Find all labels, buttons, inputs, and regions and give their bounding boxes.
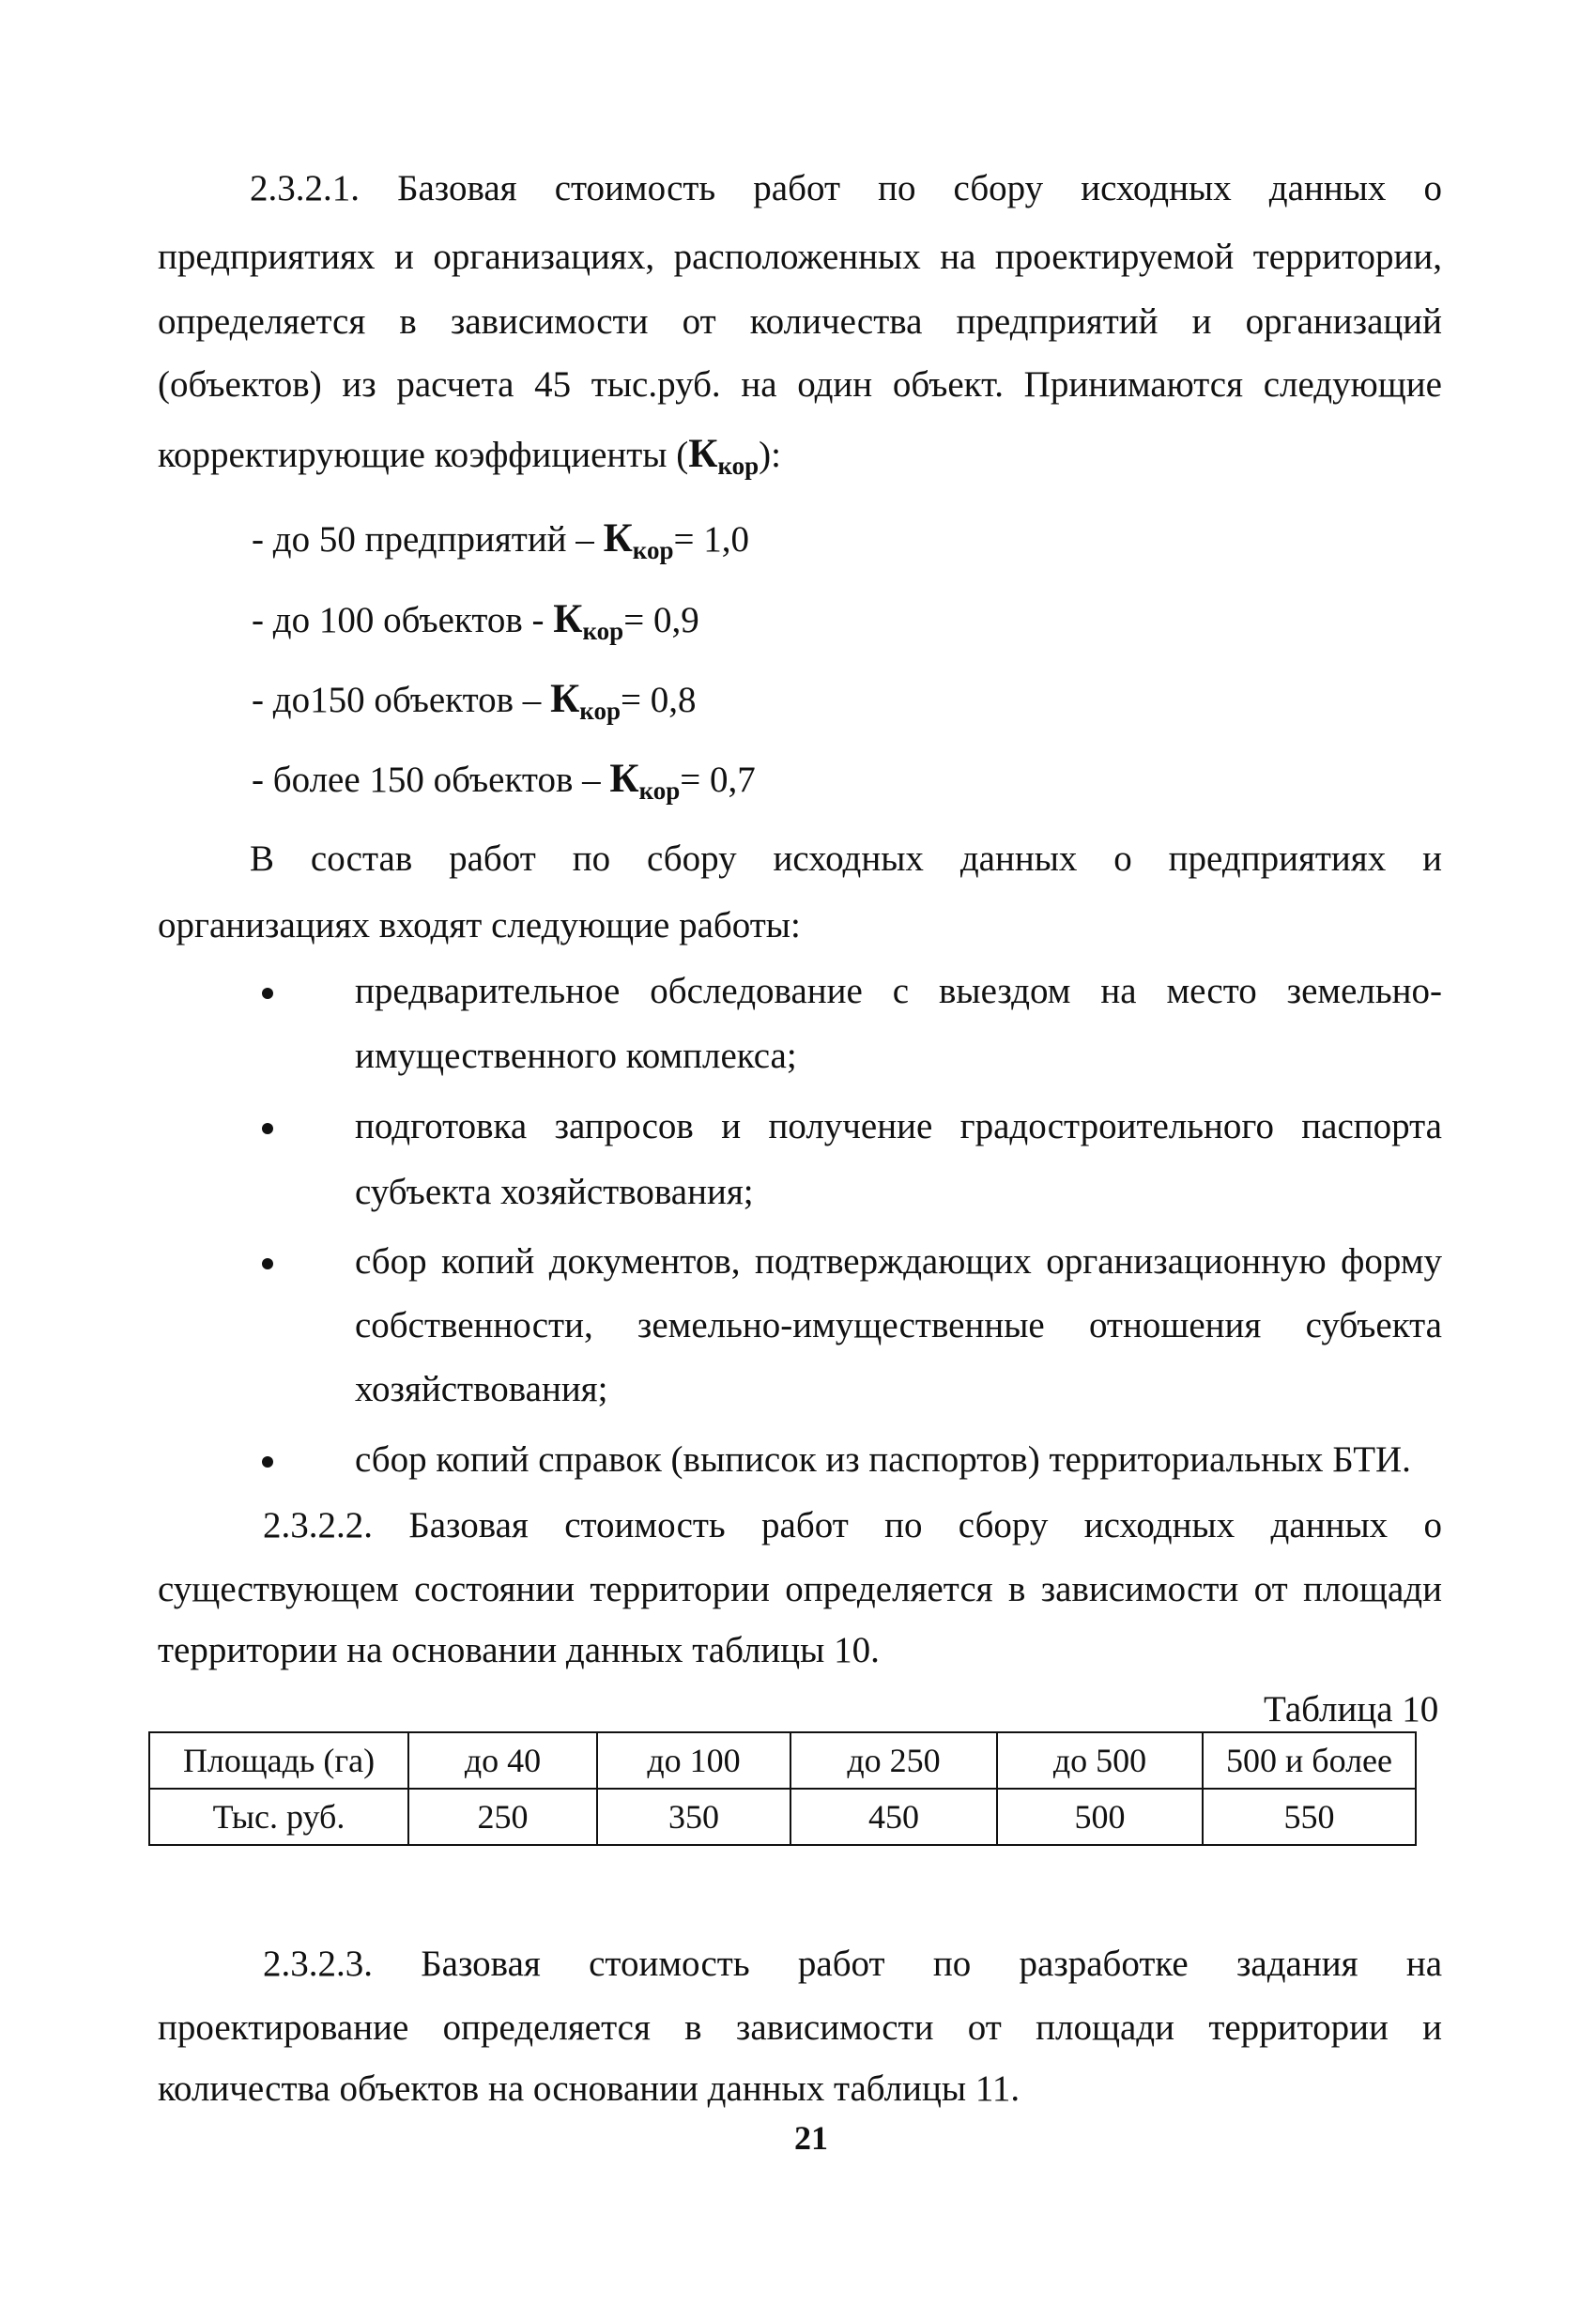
coef-item-3 [252,679,696,724]
bullet-4-line-1: сбор копий справок (выписок из паспортов) территориальных БТИ. [355,1439,1411,1480]
table-cell: 250 [408,1789,597,1845]
para-2321-line-5 [158,434,781,479]
composition-line-1: В состав работ по сбору исходных данных о предприятиях и [250,838,1442,879]
coef-item-1-value: = 1,0 [673,519,749,560]
bullet-dot-1 [262,988,273,999]
coef-item-1-label: - до 50 предприятий – [252,519,604,560]
table-cell: 350 [597,1789,790,1845]
table-cell: 450 [790,1789,997,1845]
table-header-cell: до 500 [997,1732,1203,1789]
bullet-3-line-2: собственности, земельно-имущественные отношения субъекта [355,1305,1442,1345]
coef-item-2-symbol: $К_{кор}$ [553,597,624,645]
coef-item-2 [252,599,699,644]
bullet-dot-4 [262,1456,273,1468]
coef-item-4-value: = 0,7 [680,760,756,800]
para-2323-line-1: 2.3.2.3. Базовая стоимость работ по разработке задания на [263,1944,1442,1984]
coef-item-1-symbol: $К_{кор}$ [603,516,674,564]
coef-subscript: кор [717,452,760,480]
table-cell: Тыс. руб. [149,1789,408,1845]
coef-item-4-symbol: $К_{кор}$ [609,757,681,805]
coef-item-3-label: - до150 объектов – [252,680,551,720]
bullet-dot-2 [262,1123,273,1134]
bullet-dot-3 [262,1258,273,1269]
para-2321-line-5-suffix: ): [759,435,781,475]
coef-item-4-label: - более 150 объектов – [252,760,610,800]
bullet-2-line-1: подготовка запросов и получение градостроительного паспорта [355,1106,1442,1146]
para-2321-line-2: предприятиях и организациях, расположенных на проектируемой территории, [158,237,1442,277]
para-2321-line-5-prefix: корректирующие коэффициенты ( [158,435,689,475]
coefficient-symbol [688,432,760,480]
coef-item-3-value: = 0,8 [620,680,697,720]
coef-item-3-symbol: $К_{кор}$ [550,677,621,725]
bullet-3-line-3: хозяйствования; [355,1369,608,1409]
composition-line-2: организациях входят следующие работы: [158,905,801,945]
bullet-3-line-1: сбор копий документов, подтверждающих организационную форму [355,1241,1442,1282]
coef-letter: К [688,432,718,476]
table-header-cell: до 40 [408,1732,597,1789]
coef-item-1 [252,518,749,563]
table-header-cell: Площадь (га) [149,1732,408,1789]
bullet-1-line-1: предварительное обследование с выездом на место земельно- [355,971,1442,1011]
para-2322-line-3: территории на основании данных таблицы 10. [158,1630,880,1670]
para-2323-line-2: проектирование определяется в зависимости от площади территории и [158,2007,1442,2048]
bullet-1-line-2: имущественного комплекса; [355,1036,797,1076]
para-2321-line-3: определяется в зависимости от количества предприятий и организаций [158,301,1442,342]
para-2322-line-1: 2.3.2.2. Базовая стоимость работ по сбору исходных данных о [263,1505,1442,1545]
para-2321-line-1: 2.3.2.1. Базовая стоимость работ по сбору исходных данных о [250,168,1442,208]
table-cell: 500 [997,1789,1203,1845]
table-row-header [149,1732,1416,1789]
table-row-values [149,1789,1416,1845]
table-10-caption: Таблица 10 [1264,1689,1439,1730]
table-cell: 550 [1203,1789,1416,1845]
para-2321-line-4: (объектов) из расчета 45 тыс.руб. на один объект. Принимаются следующие [158,364,1442,405]
bullet-2-line-2: субъекта хозяйствования; [355,1172,754,1212]
para-2323-line-3: количества объектов на основании данных таблицы 11. [158,2068,1021,2109]
table-header-cell: до 100 [597,1732,790,1789]
para-2322-line-2: существующем состоянии территории определяется в зависимости от площади [158,1569,1442,1609]
table-header-cell: 500 и более [1203,1732,1416,1789]
coef-item-2-value: = 0,9 [623,600,699,640]
page-number: 21 [794,2119,828,2157]
table-header-cell: до 250 [790,1732,997,1789]
coef-item-2-label: - до 100 объектов - [252,600,554,640]
table-10 [148,1731,1417,1846]
coef-item-4 [252,759,756,804]
